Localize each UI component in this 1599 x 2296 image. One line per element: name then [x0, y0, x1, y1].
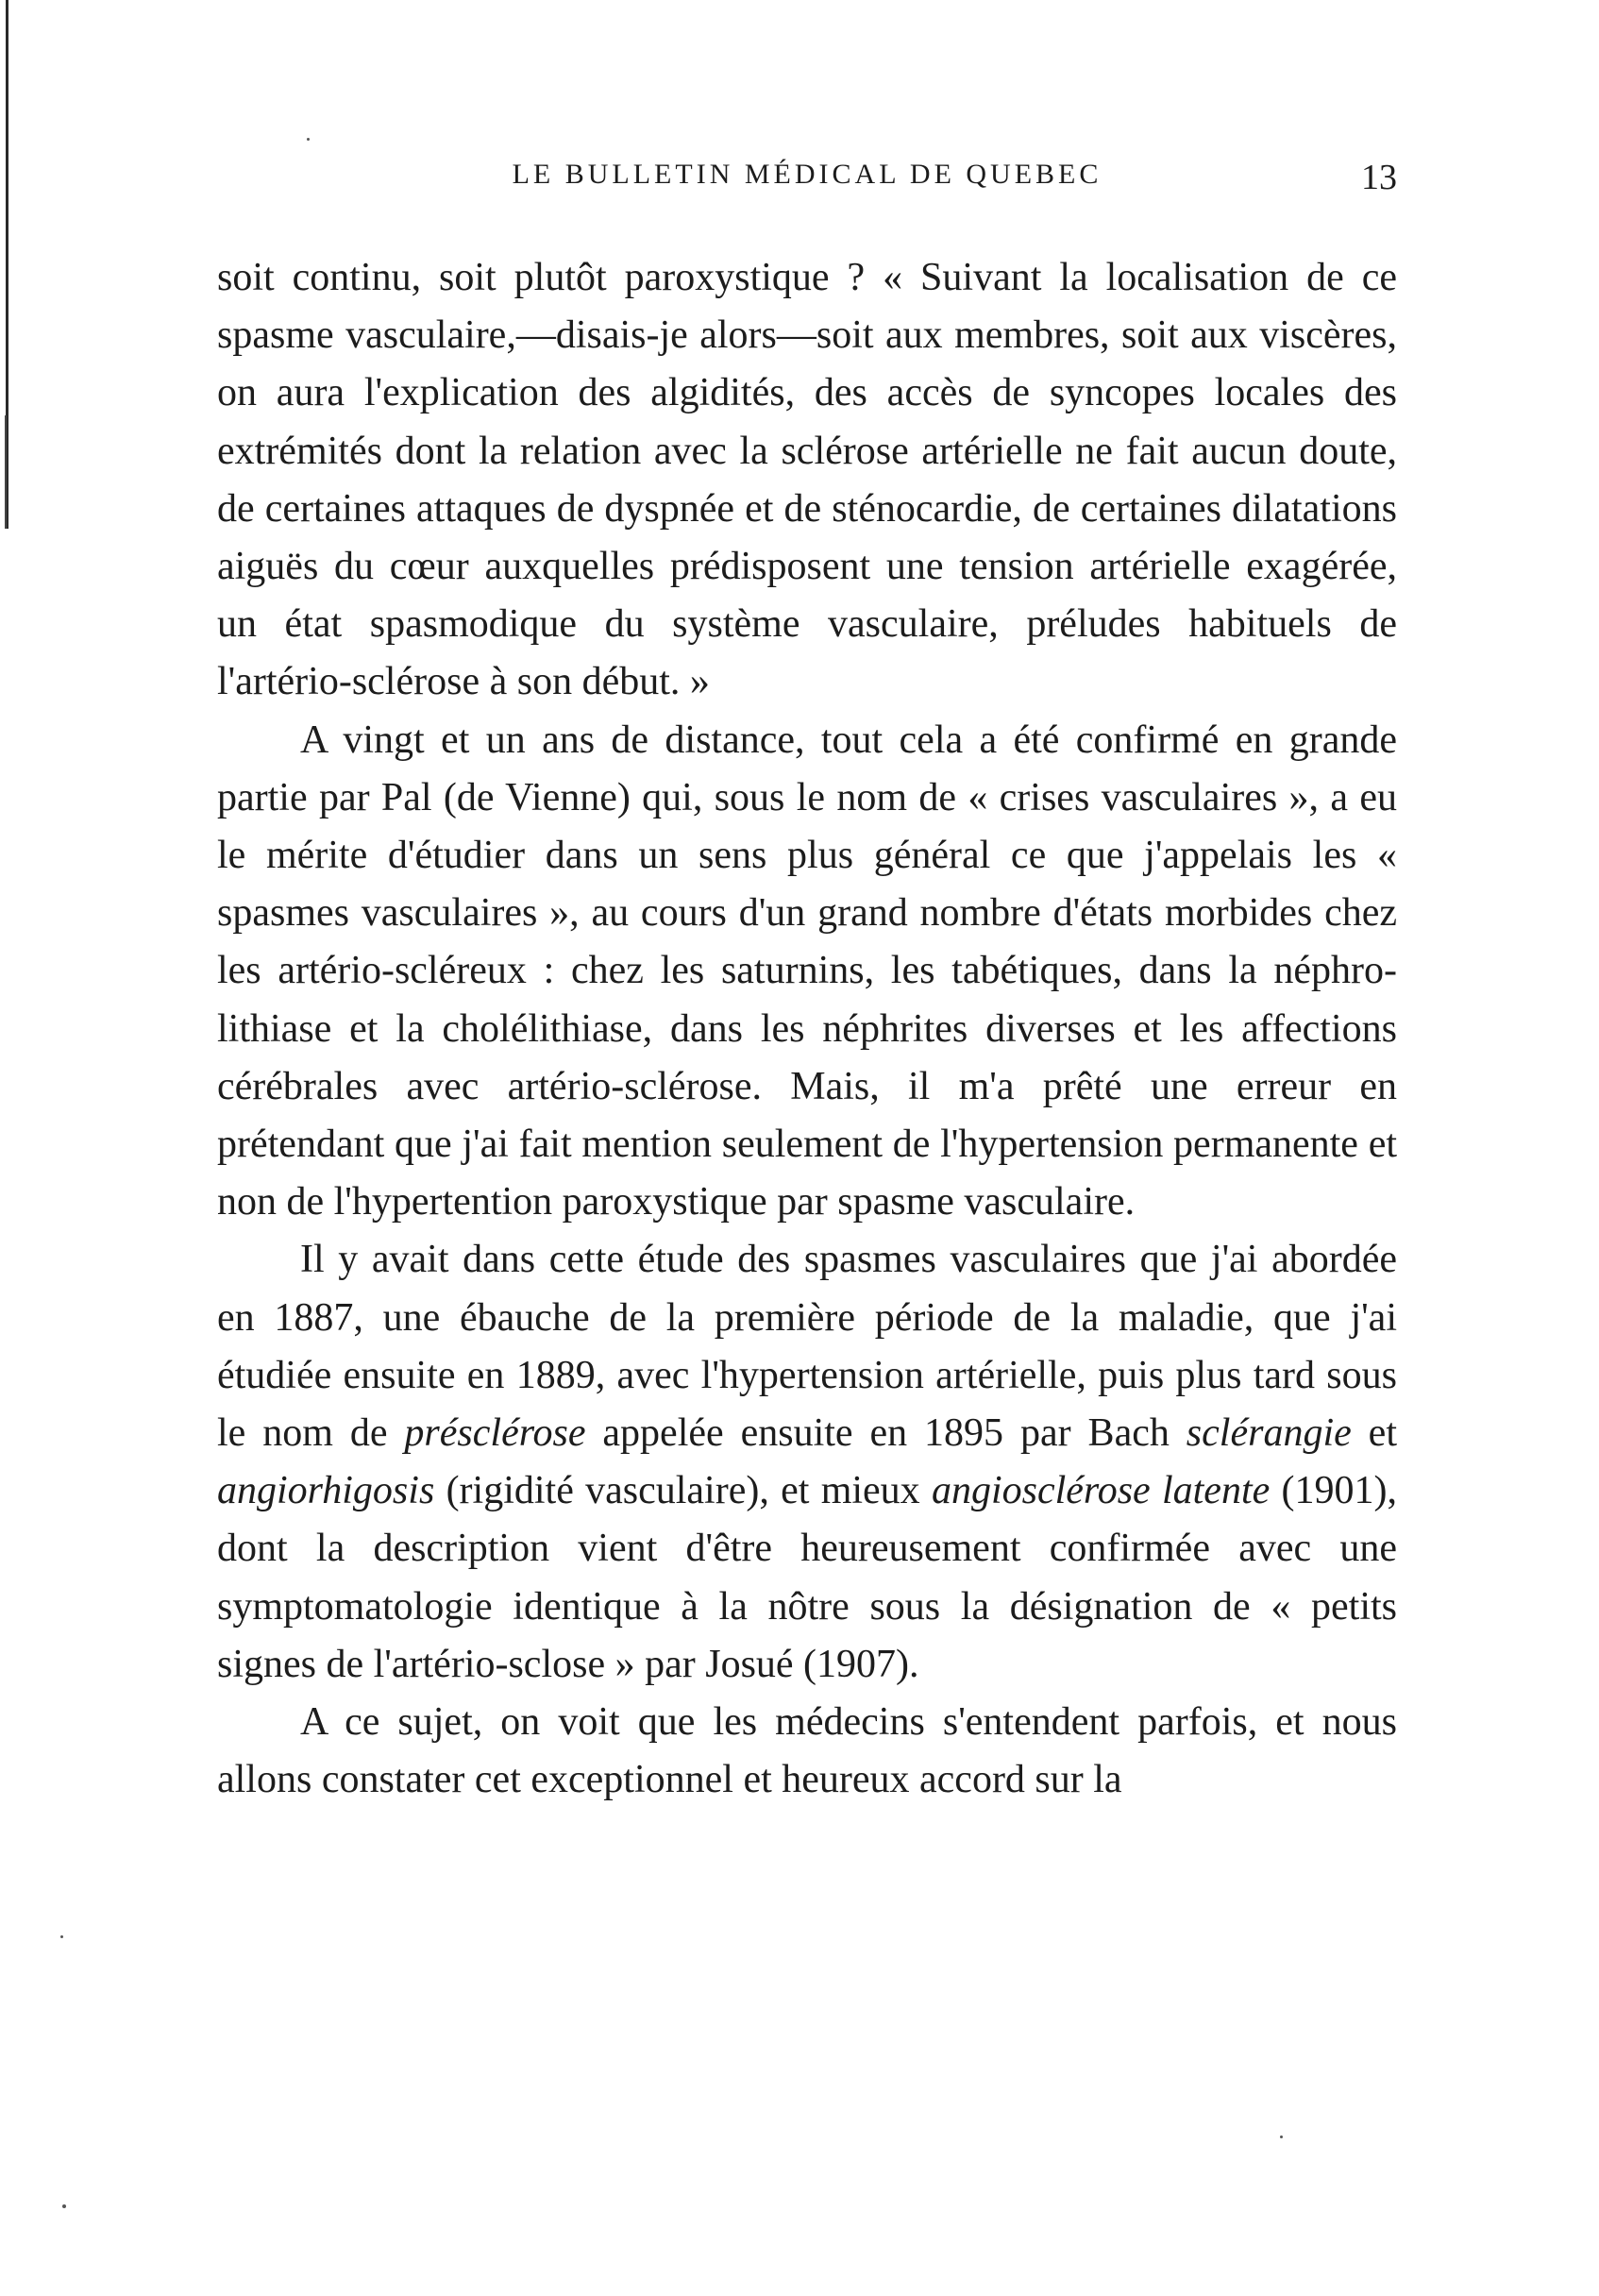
text-run: (rigidité vasculaire), et mieux: [434, 1469, 932, 1513]
text-run: Il y avait dans cette étude des spasmes vasculaires que j'ai abordée en 1887, une ébauche de la première période de la maladie, que j'ai étudiée ensuite en 1889, avec l'hypertension artérielle, puis plus tard sous le nom de: [217, 1238, 1397, 1456]
running-head: [217, 159, 1397, 206]
text-run: (1901), dont la description vient d'être heureusement confirmée avec une symptomatologie identique à la nôtre sous la désignation de « petits signes de l'artério-sclose » par Josué (1907).: [217, 1469, 1397, 1686]
paragraph: [217, 1231, 1397, 1694]
body-text: [217, 249, 1397, 1809]
italic-term: angiorhigosis: [217, 1469, 435, 1513]
paragraph: A ce sujet, on voit que les médecins s'entendent parfois, et nous allons constater cet exceptionnel et heureux accord sur la: [217, 1700, 1397, 1802]
scan-speck: [60, 1935, 63, 1938]
italic-term: sclérangie: [1186, 1411, 1352, 1456]
scan-edge-artifact: [5, 415, 7, 529]
running-title: LE BULLETIN MÉDICAL DE QUEBEC: [512, 159, 1102, 190]
paragraph: A vingt et un ans de distance, tout cela a été confirmé en grande partie par Pal (de Vienne) qui, sous le nom de « crises vasculaires », a eu le mérite d'étudier dans un sens plus général ce que j'appelais les « spasmes vasculaires », au cours d'un grand nombre d'états morbides chez les artério-scléreux : chez les saturnins, les tabétiques, dans la néphro-lithiase et la cholélithiase, dans les néphrites diverses et les affections cérébrales avec artério-sclérose. Mais, il m'a prêté une erreur en prétendant que j'ai fait mention seulement de l'hypertension permanente et non de l'hypertention paroxystique par spasme vasculaire.: [217, 718, 1397, 1224]
text-run: appelée ensuite en 1895 par Bach: [585, 1411, 1187, 1456]
italic-term: présclérose: [404, 1411, 586, 1456]
text-run: et: [1351, 1411, 1397, 1456]
paragraph: soit continu, soit plutôt paroxystique ? « Suivant la localisation de ce spasme vasculaire,—disais-je alors—soit aux membres, soit aux viscères, on aura l'explication des algidités, des accès de syncopes locales des extrémités dont la relation avec la sclérose artérielle ne fait aucun doute, de certaines attaques de dyspnée et de sténocardie, de certaines dilatations aiguës du cœur auxquelles prédisposent une tension artérielle exagérée, un état spasmodique du système vasculaire, préludes habituels de l'artério-sclérose à son début. »: [217, 256, 1397, 704]
page-number: 13: [1361, 158, 1397, 197]
italic-term: angiosclérose latente: [931, 1469, 1271, 1513]
scan-speck: [1280, 2136, 1283, 2138]
scan-speck: [307, 138, 310, 141]
scan-speck: [62, 2204, 66, 2208]
